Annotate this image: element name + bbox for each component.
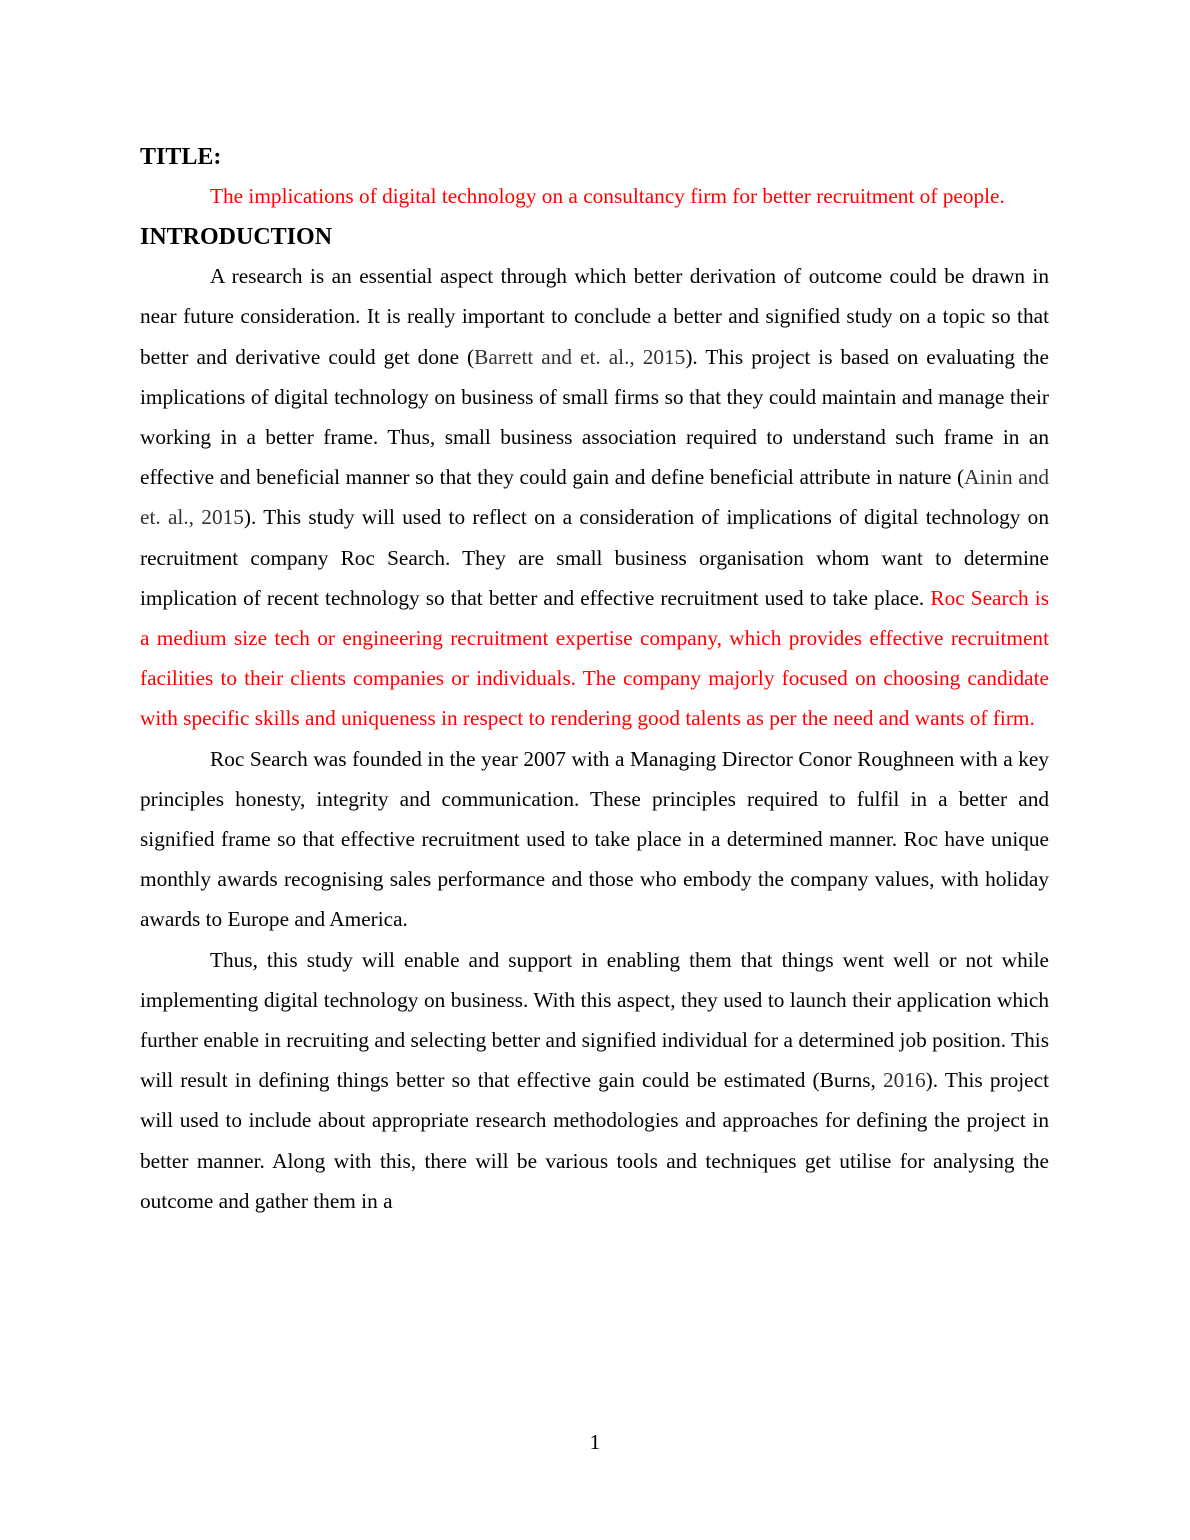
text: Thus, this study will enable and support in enabling them that things went well or not while implementing digital technology on business. With this aspect, they used to launch their application which further enable in recruiting and selecting better and signified individual for a determined job position. This will result in defining things better so that effective gain could be estimated (Burns, xyxy=(140,947,1049,1093)
title-text: The implications of digital technology on a consultancy firm for better recruitment of people. xyxy=(210,184,1005,208)
intro-paragraph-1 xyxy=(140,256,1049,738)
text: A research is an essential aspect through which better derivation of outcome could be drawn in near future consideration. It is really important to conclude a better and signified study on a topic so that better and derivative could get done ( xyxy=(140,264,1049,369)
text: ). This study will used to reflect on a consideration of implications of digital technology on recruitment company Roc Search. They are small business organisation whom want to determine implication of recent technology so that better and effective recruitment used to take place. xyxy=(140,505,1049,610)
highlighted-text: Roc Search is a medium size tech or engineering recruitment expertise company, which provides effective recruitment facilities to their clients companies or individuals. The company majorly focused on choosing candidate with specific skills and uniqueness in respect to rendering good talents as per the need and wants of firm. xyxy=(140,585,1049,731)
document-page xyxy=(140,138,1049,1221)
citation: 2016 xyxy=(883,1068,926,1093)
text: ). This project is based on evaluating the implications of digital technology on business of small firms so that they could maintain and manage their working in a better frame. Thus, small business association required to understand such frame in an effective and beneficial manner so that they could gain and define beneficial attribute in nature ( xyxy=(140,344,1049,490)
intro-paragraph-2: Roc Search was founded in the year 2007 with a Managing Director Conor Roughneen with a key principles honesty, integrity and communication. These principles required to fulfil in a better and signified frame so that effective recruitment used to take place in a determined manner. Roc have unique monthly awards recognising sales performance and those who embody the company values, with holiday awards to Europe and America. xyxy=(140,746,1049,932)
text: ). This project will used to include about appropriate research methodologies and approaches for defining the project in better manner. Along with this, there will be various tools and techniques get utilise for analysing the outcome and gather them in a xyxy=(140,1068,1049,1213)
title-heading: TITLE: xyxy=(140,144,222,170)
citation: Ainin and et. al., 2015 xyxy=(140,465,1049,530)
intro-paragraph-3 xyxy=(140,940,1049,1221)
citation: Barrett and et. al., 2015 xyxy=(474,344,686,369)
introduction-heading: INTRODUCTION xyxy=(140,224,333,251)
page-number: 1 xyxy=(589,1430,601,1454)
